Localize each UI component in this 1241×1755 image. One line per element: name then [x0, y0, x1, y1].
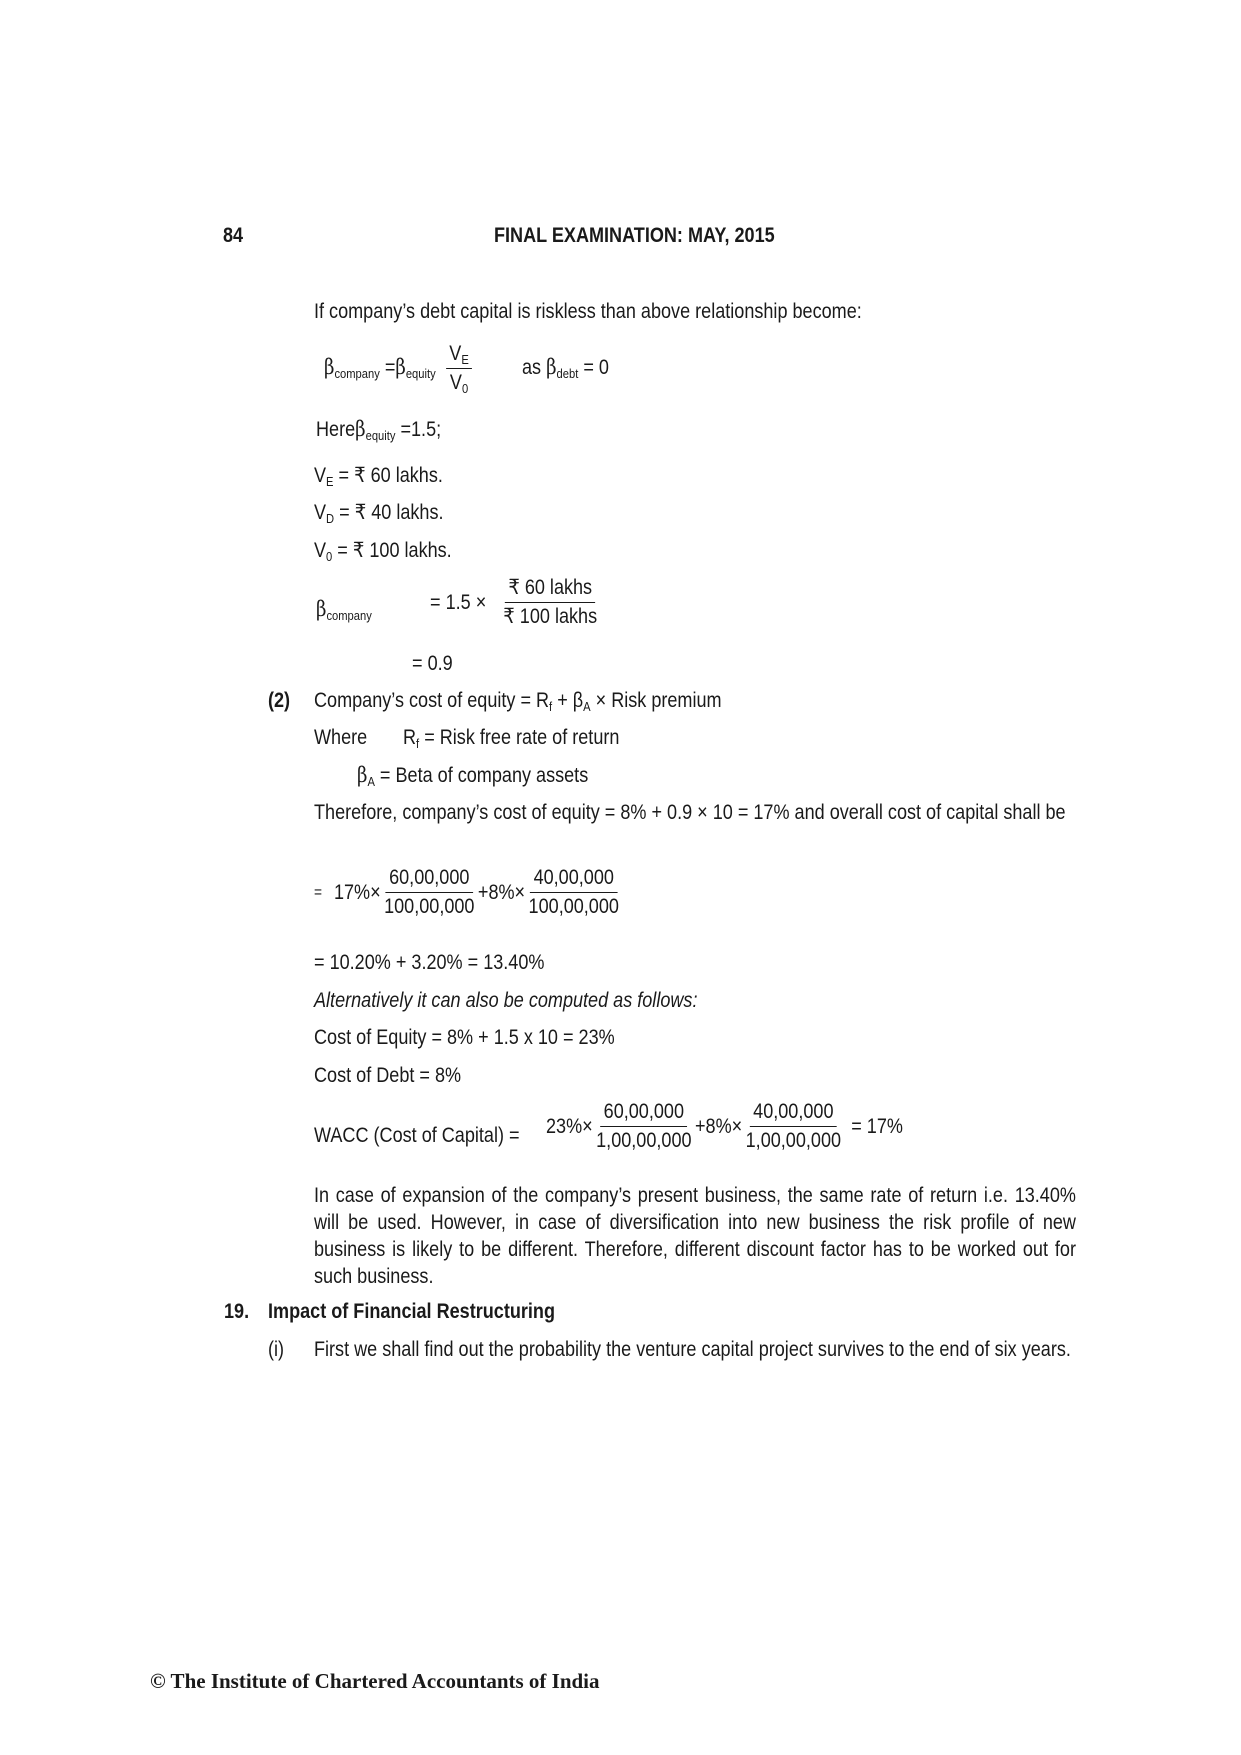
beta-company-formula: $\beta_{company} =\beta_{equity}$ $\frac{V_E}{V_0}$ — [324, 342, 496, 395]
wacc-label: WACC (Cost of Capital) = — [314, 1124, 520, 1147]
page-number: 84 — [223, 224, 244, 247]
alternative-heading: Alternatively it can also be computed as follows: — [314, 989, 698, 1012]
cost-of-equity-alt: Cost of Equity = 8% + 1.5 x 10 = 23% — [314, 1026, 615, 1049]
item-i-label: (i) — [268, 1338, 285, 1361]
beta-result: = 0.9 — [412, 652, 453, 675]
beta-a-definition: $\beta_A$ = Beta of company assets — [357, 763, 589, 789]
here-beta-equity: Hereβ$_{equity}$ =1.5; — [316, 417, 442, 443]
section-19-number: 19. — [224, 1300, 250, 1323]
where-label: Where — [314, 726, 368, 749]
footer-copyright: © The Institute of Chartered Accountants of India — [150, 1669, 600, 1693]
section-19-title: Impact of Financial Restructuring — [268, 1300, 555, 1323]
beta-company-calc: = 1.5 × $\frac{\text{₹ 60 lakhs}}{\text{₹ 100 lakhs}}$ — [430, 576, 598, 628]
item-i-text: First we shall find out the probability the venture capital project survives to the end of six years. — [314, 1338, 1071, 1361]
therefore-paragraph: Therefore, company’s cost of equity = 8% + 0.9 × 10 = 17% and overall cost of capital shall be — [314, 801, 1066, 824]
beta-company-calc-label: $\beta_{company}$ — [316, 597, 372, 623]
expansion-paragraph: In case of expansion of the company’s present business, the same rate of return i.e. 13.40% will be used. However, in case of diversification into new business the risk profile of new business is likely to be different. Therefore, different discount factor has to be worked out for such business. — [314, 1184, 1076, 1288]
overall-cost-calc: = 17%× $\frac{60,00,000}{100,00,000}$ +8%× $\frac{40,00,000}{100,00,000}$ — [314, 866, 619, 918]
vd-line: $V_D$ = ₹ 40 lakhs. — [314, 501, 444, 526]
wacc-calc: 23%× $\frac{60,00,000}{1,00,00,000}$ +8%× $\frac{40,00,000}{1,00,00,000}$ = 17% — [546, 1100, 903, 1152]
ve-line: $V_E$ = ₹ 60 lakhs. — [314, 464, 443, 489]
running-header: FINAL EXAMINATION: MAY, 2015 — [494, 224, 775, 247]
v0-line: $V_0$ = ₹ 100 lakhs. — [314, 539, 452, 564]
cost-of-debt: Cost of Debt = 8% — [314, 1064, 462, 1087]
overall-cost-result: = 10.20% + 3.20% = 13.40% — [314, 951, 545, 974]
cost-of-equity-formula: Company’s cost of equity = $R_f + \beta_A$ × Risk premium — [314, 689, 722, 714]
intro-line: If company’s debt capital is riskless than above relationship become: — [314, 300, 862, 323]
beta-debt-condition: as $\beta_{debt} = 0$ — [522, 355, 609, 381]
item-2-label: (2) — [268, 689, 291, 712]
rf-definition: $R_f$ = Risk free rate of return — [403, 726, 620, 751]
